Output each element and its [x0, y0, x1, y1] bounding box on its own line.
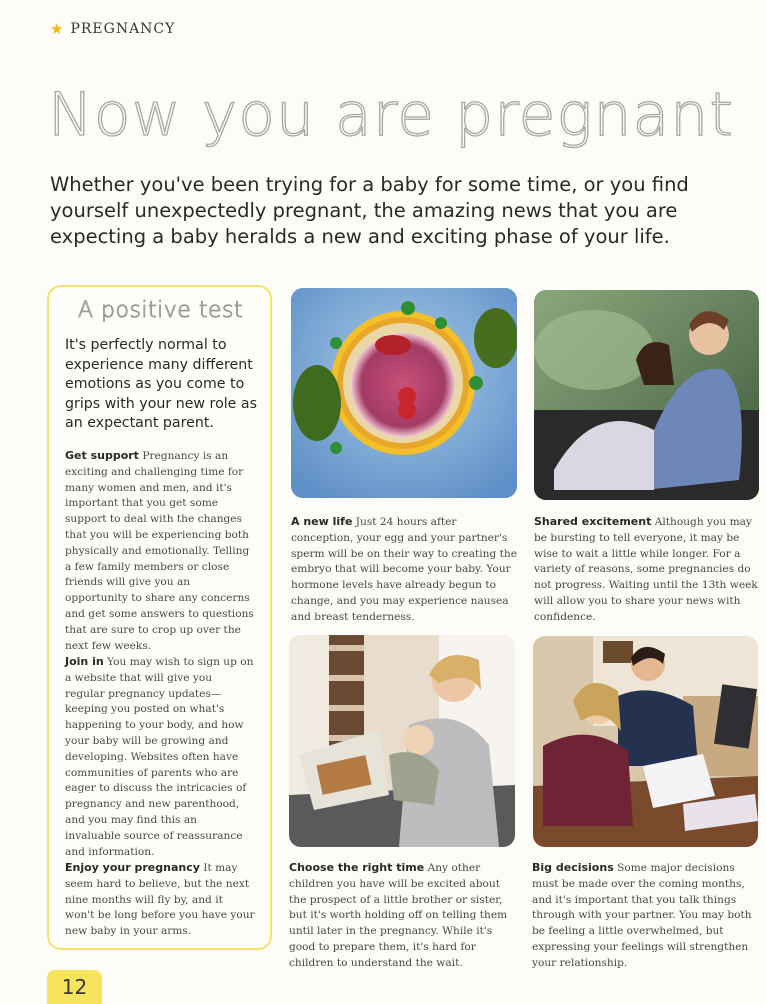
caption-heading: Big decisions	[532, 861, 614, 874]
page-number: 12	[47, 970, 102, 1004]
sidebar-title: A positive test	[78, 298, 244, 323]
caption-text: Any other children you have will be excited about the prospect of a little brother or sister, but it's worth holding off on telling them until later in the pregnancy. While it's good to prepare them, it's hard for children to understand the wait.	[289, 862, 508, 969]
intro-paragraph: Whether you've been trying for a baby for some time, or you find yourself unexpectedly pregnant, the amazing news that you are expecting a baby heralds a new and exciting phase of your life.	[50, 173, 689, 248]
caption-big-decisions	[532, 860, 758, 972]
photo-couple-papers	[533, 636, 758, 847]
section-heading: Get support	[65, 449, 139, 462]
photo-couple	[534, 290, 759, 500]
caption-text: Although you may be bursting to tell everyone, it may be wise to wait a little while longer. For a variety of reasons, some pregnancies do not progress. Waiting until the 13th week will allow you to share your news with confidence.	[534, 516, 758, 623]
caption-heading: Shared excitement	[534, 515, 652, 528]
caption-heading: A new life	[291, 515, 353, 528]
section-label	[50, 20, 175, 38]
caption-text: Just 24 hours after conception, your egg and your partner's sperm will be on their way to creating the embryo that will become your baby. Your hormone levels have already begun to change, and you may experience nausea and breast tenderness.	[291, 516, 518, 623]
caption-a-new-life	[291, 514, 519, 626]
photo-mother-child	[289, 635, 515, 847]
caption-shared-excitement	[534, 514, 760, 626]
section-text: Pregnancy is an exciting and challenging time for many women and men, and it's important that you get some support to deal with the changes that you will be experiencing both physically and emotionally. Telling a few family members or close friends will give you an opportunity to share any concerns and get some answers to questions that are sure to crop up over the next few weeks.	[65, 450, 254, 652]
caption-text: Some major decisions must be made over the coming months, and it's important that you talk things through with your partner. You may both be feeling a little overwhelmed, but expressing your feelings will strengthen your relationship.	[532, 862, 752, 969]
section-heading: Enjoy your pregnancy	[65, 861, 200, 874]
sidebar-section-get-support	[65, 448, 255, 654]
photo-embryo	[291, 288, 517, 498]
page-title: Now you are pregnant	[48, 80, 734, 150]
section-heading: Join in	[65, 655, 104, 668]
sidebar-lead: It's perfectly normal to experience many different emotions as you come to grips with your new role as an expectant parent.	[65, 337, 258, 431]
sidebar-section-enjoy	[65, 860, 255, 940]
star-icon: ★	[50, 20, 65, 38]
section-name: PREGNANCY	[70, 21, 176, 37]
caption-choose-the-right-time	[289, 860, 517, 972]
section-text: It may seem hard to believe, but the next nine months will fly by, and it won't be long before you have your new baby in your arms.	[65, 862, 255, 938]
caption-heading: Choose the right time	[289, 861, 425, 874]
sidebar-section-join-in	[65, 654, 255, 860]
section-text: You may wish to sign up on a website that will give you regular pregnancy updates—keeping you posted on what's happening to your body, and how your baby will be growing and developing. Websites often have communities of parents who are eager to discuss the intricacies of pregnancy and new parenthood, and you may find this an invaluable source of reassurance and information.	[65, 656, 254, 858]
